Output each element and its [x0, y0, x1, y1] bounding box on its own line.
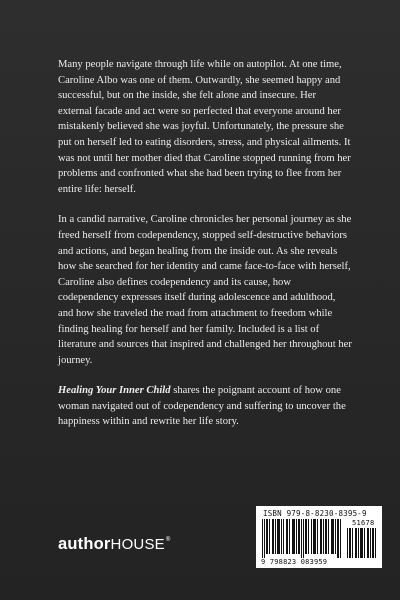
price-code: 51678: [352, 519, 375, 527]
blurb-paragraph-3-text: shares the poignant account of how one woman navigated out of codependency and suffering to uncover the happiness within and rewrite her life story.: [58, 385, 346, 428]
isbn-label: ISBN 979-8-8230-8395-9: [263, 509, 367, 518]
isbn-barcode: [256, 506, 382, 568]
back-cover-blurb: [58, 57, 352, 445]
blurb-paragraph-1: Many people navigate through life while on autopilot. At one time, Caroline Albo was one of them. Outwardly, she seemed happy and successful, but on the inside, she felt alone and insecure. Her external facade and act were so perfected that everyone around her mistakenly believed she was joyful. Unfortunately, the pressure she put on herself led to eating disorders, stress, and physical ailments. It was not until her mother died that Caroline stopped running from her problems and confronted what she had been trying to flee from her entire life: herself.: [58, 59, 351, 195]
logo-author-text: author: [58, 535, 111, 553]
logo-house-text: HOUSE: [110, 536, 165, 553]
ean-digits: 9 798823 083959: [261, 558, 328, 566]
price-barcode-bars: [347, 528, 377, 558]
blurb-paragraph-2: In a candid narrative, Caroline chronicles her personal journey as she freed herself from codependency, stopped self-destructive behaviors and actions, and began healing from the inside out. As she reveals how she searched for her identity and came face-to-face with herself, Caroline also defines codependency and its cause, how codependency expresses itself during adolescence and adulthood, and how she traveled the road from attachment to freedom while finding healing for herself and her family. Included is a list of literature and sources that inspired and challenged her throughout her journey.: [58, 214, 352, 366]
registered-trademark: ®: [165, 537, 171, 543]
ean-barcode-bars: [262, 519, 342, 558]
blurb-paragraph-3: [58, 383, 352, 430]
publisher-logo: [58, 535, 171, 554]
book-title: Healing Your Inner Child: [58, 385, 171, 397]
